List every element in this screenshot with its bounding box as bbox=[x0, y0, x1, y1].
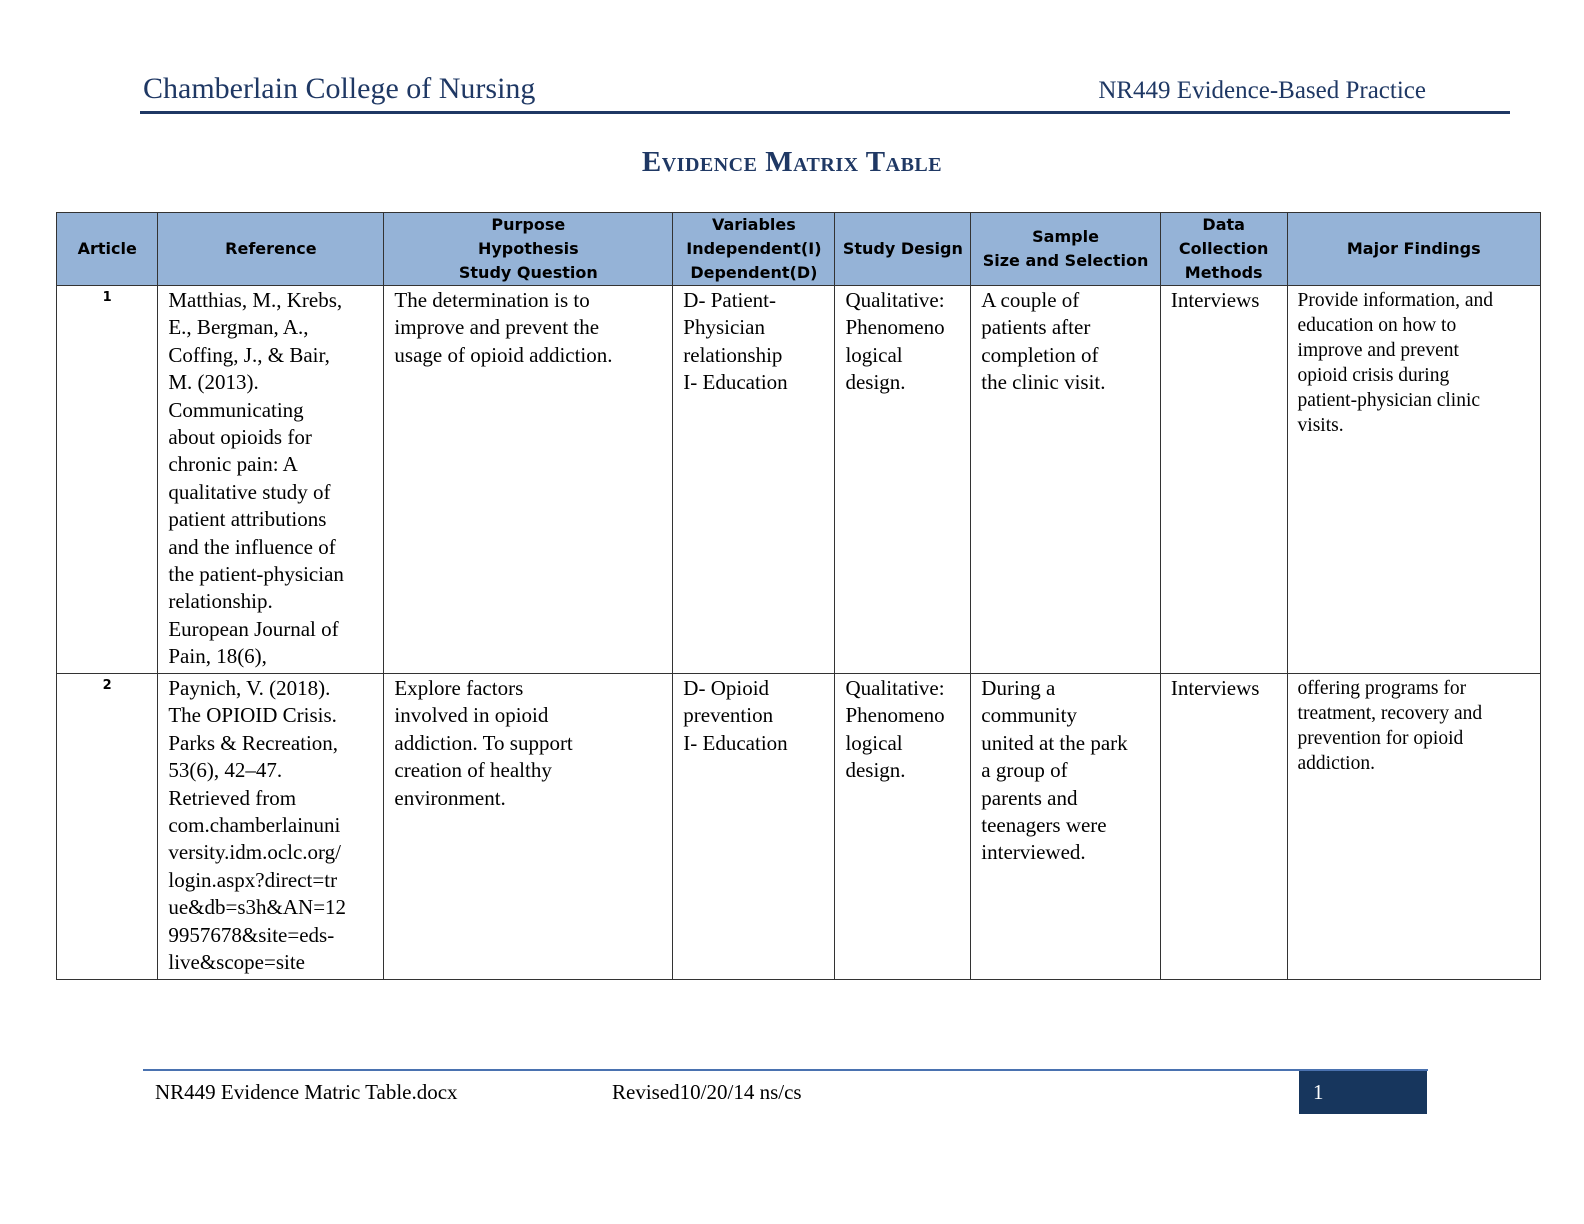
cell-line: visits. bbox=[1297, 415, 1344, 436]
cell-line: and the influence of bbox=[168, 534, 336, 559]
header-line: Size and Selection bbox=[982, 251, 1149, 270]
cell-line: Coffing, J., & Bair, bbox=[168, 342, 330, 367]
cell-line: I- Education bbox=[683, 730, 788, 755]
cell-line: live&scope=site bbox=[168, 950, 306, 975]
header-course-name: NR449 Evidence-Based Practice bbox=[1098, 77, 1426, 104]
header-major-findings: Major Findings bbox=[1287, 213, 1540, 286]
cell-line: M. (2013). bbox=[168, 370, 259, 395]
header-line: Independent(I) bbox=[686, 239, 822, 258]
sample-cell bbox=[971, 674, 1161, 980]
footer-revision: Revised10/20/14 ns/cs bbox=[612, 1080, 802, 1104]
variables-cell bbox=[673, 286, 835, 674]
header-line: Dependent(D) bbox=[690, 263, 818, 282]
cell-line: D- Opioid bbox=[683, 676, 770, 700]
header-line: Collection bbox=[1178, 239, 1269, 258]
cell-line: patients after bbox=[981, 315, 1091, 340]
cell-line: European Journal of bbox=[168, 616, 339, 641]
cell-line: Matthias, M., Krebs, bbox=[168, 288, 343, 312]
cell-line: completion of bbox=[981, 342, 1099, 367]
header-line: Data bbox=[1202, 215, 1245, 234]
cell-line: treatment, recovery and bbox=[1297, 703, 1483, 724]
page-number-badge: 1 bbox=[1299, 1071, 1427, 1114]
cell-line: design. bbox=[845, 758, 906, 783]
cell-line: Paynich, V. (2018). bbox=[168, 676, 331, 700]
cell-line: about opioids for bbox=[168, 425, 312, 450]
cell-line: prevention for opioid bbox=[1297, 728, 1464, 749]
cell-line: Qualitative: bbox=[845, 288, 945, 312]
cell-line: environment. bbox=[394, 785, 506, 810]
purpose-cell bbox=[384, 286, 673, 674]
footer-filename: NR449 Evidence Matric Table.docx bbox=[155, 1080, 458, 1104]
reference-cell bbox=[158, 286, 384, 674]
cell-line: I- Education bbox=[683, 370, 788, 395]
cell-line: Interviews bbox=[1170, 676, 1260, 700]
study-design-cell bbox=[835, 286, 971, 674]
cell-line: Pain, 18(6), bbox=[168, 644, 267, 669]
header-data-collection bbox=[1160, 213, 1287, 286]
major-findings-cell bbox=[1287, 286, 1540, 674]
cell-line: improve and prevent bbox=[1297, 340, 1459, 361]
cell-line: The OPIOID Crisis. bbox=[168, 703, 337, 728]
header-rule bbox=[140, 111, 1510, 114]
table-header-row bbox=[57, 213, 1541, 286]
cell-line: the patient-physician bbox=[168, 562, 344, 587]
cell-line: Provide information, and bbox=[1297, 290, 1494, 311]
sample-cell bbox=[971, 286, 1161, 674]
cell-line: creation of healthy bbox=[394, 758, 552, 783]
study-design-cell bbox=[835, 674, 971, 980]
cell-line: offering programs for bbox=[1297, 678, 1467, 699]
cell-line: prevention bbox=[683, 703, 774, 728]
cell-line: ue&db=s3h&AN=12 bbox=[168, 895, 347, 920]
cell-line: A couple of bbox=[981, 288, 1080, 312]
cell-line: involved in opioid bbox=[394, 703, 549, 728]
header-purpose bbox=[384, 213, 673, 286]
cell-line: a group of bbox=[981, 758, 1068, 783]
cell-line: 9957678&site=eds- bbox=[168, 922, 335, 947]
cell-line: parents and bbox=[981, 785, 1078, 810]
cell-line: usage of opioid addiction. bbox=[394, 342, 613, 367]
cell-line: opioid crisis during bbox=[1297, 365, 1450, 386]
cell-line: logical bbox=[845, 342, 903, 367]
major-findings-cell bbox=[1287, 674, 1540, 980]
table-row bbox=[57, 286, 1541, 674]
cell-line: community bbox=[981, 703, 1077, 728]
cell-line: teenagers were bbox=[981, 813, 1107, 838]
data-collection-cell bbox=[1160, 286, 1287, 674]
cell-line: design. bbox=[845, 370, 906, 395]
footer-rule bbox=[143, 1069, 1428, 1071]
cell-line: E., Bergman, A., bbox=[168, 315, 309, 340]
header-variables bbox=[673, 213, 835, 286]
header-sample bbox=[971, 213, 1161, 286]
purpose-cell bbox=[384, 674, 673, 980]
header-line: Variables bbox=[711, 215, 796, 234]
cell-line: the clinic visit. bbox=[981, 370, 1106, 395]
cell-line: patient attributions bbox=[168, 507, 327, 532]
cell-line: D- Patient- bbox=[683, 288, 777, 312]
header-line: Sample bbox=[1032, 227, 1099, 246]
cell-line: interviewed. bbox=[981, 840, 1086, 865]
article-number: 2 bbox=[57, 674, 158, 980]
header-line: Hypothesis bbox=[477, 239, 579, 258]
cell-line: Phenomeno bbox=[845, 703, 945, 728]
cell-line: Qualitative: bbox=[845, 676, 945, 700]
header-line: Methods bbox=[1184, 263, 1263, 282]
header-study-design: Study Design bbox=[835, 213, 971, 286]
header-article: Article bbox=[57, 213, 158, 286]
data-collection-cell bbox=[1160, 674, 1287, 980]
cell-line: chronic pain: A bbox=[168, 452, 298, 477]
cell-line: Interviews bbox=[1170, 288, 1260, 312]
reference-cell bbox=[158, 674, 384, 980]
evidence-matrix-table bbox=[56, 212, 1541, 980]
cell-line: logical bbox=[845, 730, 903, 755]
table-row bbox=[57, 674, 1541, 980]
cell-line: education on how to bbox=[1297, 315, 1457, 336]
cell-line: relationship bbox=[683, 342, 783, 367]
cell-line: Communicating bbox=[168, 397, 304, 422]
cell-line: Physician bbox=[683, 315, 765, 340]
cell-line: qualitative study of bbox=[168, 479, 331, 504]
cell-line: com.chamberlainuni bbox=[168, 813, 341, 838]
cell-line: versity.idm.oclc.org/ bbox=[168, 840, 341, 865]
cell-line: During a bbox=[981, 676, 1056, 700]
cell-line: Explore factors bbox=[394, 676, 524, 700]
cell-line: improve and prevent the bbox=[394, 315, 600, 340]
cell-line: addiction. bbox=[1297, 753, 1375, 774]
variables-cell bbox=[673, 674, 835, 980]
cell-line: united at the park bbox=[981, 730, 1128, 755]
document-title: Evidence Matrix Table bbox=[641, 146, 943, 178]
cell-line: login.aspx?direct=tr bbox=[168, 867, 338, 892]
cell-line: Retrieved from bbox=[168, 785, 297, 810]
header-reference: Reference bbox=[158, 213, 384, 286]
cell-line: patient-physician clinic bbox=[1297, 390, 1481, 411]
cell-line: Phenomeno bbox=[845, 315, 945, 340]
cell-line: relationship. bbox=[168, 589, 273, 614]
article-number: 1 bbox=[57, 286, 158, 674]
header-college-name: Chamberlain College of Nursing bbox=[143, 72, 536, 105]
cell-line: Parks & Recreation, bbox=[168, 730, 339, 755]
cell-line: 53(6), 42–47. bbox=[168, 758, 283, 783]
cell-line: The determination is to bbox=[394, 288, 590, 312]
header-line: Purpose bbox=[491, 215, 566, 234]
header-line: Study Question bbox=[458, 263, 598, 282]
cell-line: addiction. To support bbox=[394, 730, 573, 755]
